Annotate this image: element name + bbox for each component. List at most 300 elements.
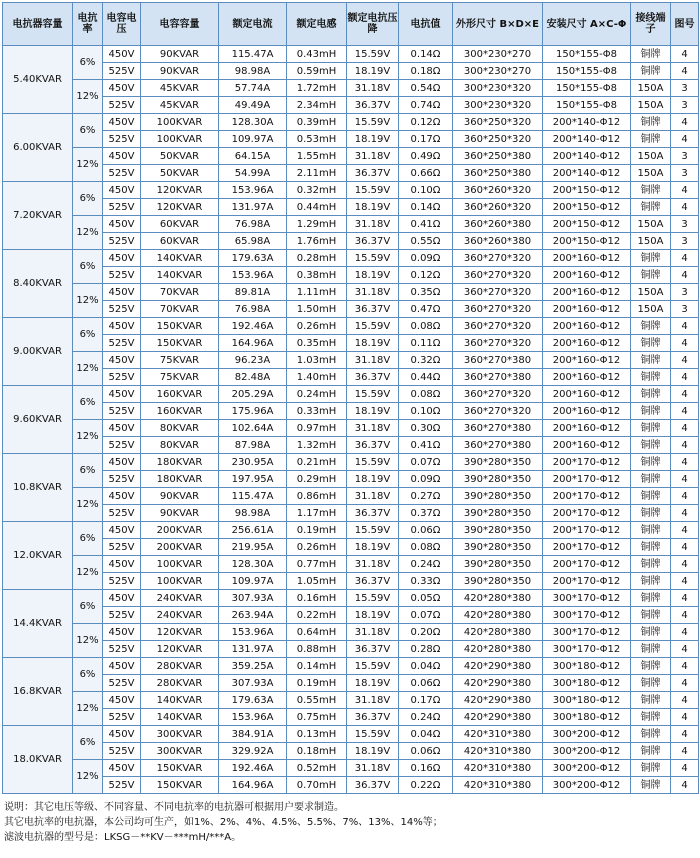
mount-size-cell: 200*140-Φ12 (543, 131, 631, 148)
reactor-capacity-cell: 10.8KVAR (3, 454, 73, 522)
outline-size-cell: 360*260*380 (453, 233, 543, 250)
outline-size-cell: 390*280*350 (453, 556, 543, 573)
table-row (3, 420, 699, 437)
terminal-cell: 铜牌 (631, 641, 671, 658)
rated-inductance-cell: 0.13mH (287, 726, 347, 743)
drawing-no-cell: 4 (671, 63, 699, 80)
note-line: 说明：其它电压等级、不同容量、不同电抗率的电抗器可根据用户要求制造。 (4, 802, 344, 813)
table-row (3, 318, 699, 335)
cap-voltage-cell: 525V (103, 539, 141, 556)
header-voltage-drop: 额定电抗压降 (347, 3, 399, 46)
header-capacity: 电抗器容量 (3, 3, 73, 46)
mount-size-cell: 200*170-Φ12 (543, 539, 631, 556)
drawing-no-cell: 4 (671, 641, 699, 658)
table-row (3, 131, 699, 148)
cap-voltage-cell: 525V (103, 301, 141, 318)
outline-size-cell: 300*230*320 (453, 97, 543, 114)
table-row (3, 148, 699, 165)
terminal-cell: 铜牌 (631, 267, 671, 284)
outline-size-cell: 390*280*350 (453, 505, 543, 522)
terminal-cell: 铜牌 (631, 692, 671, 709)
outline-size-cell: 300*230*270 (453, 46, 543, 63)
voltage-drop-cell: 15.59V (347, 454, 399, 471)
rated-inductance-cell: 0.70mH (287, 777, 347, 794)
cap-voltage-cell: 450V (103, 624, 141, 641)
reactance-cell: 0.17Ω (399, 131, 453, 148)
reactance-cell: 0.41Ω (399, 216, 453, 233)
mount-size-cell: 200*160-Φ12 (543, 420, 631, 437)
terminal-cell: 150A (631, 284, 671, 301)
reactance-rate-cell: 6% (73, 726, 103, 760)
table-row (3, 46, 699, 63)
cap-capacity-cell: 120KVAR (141, 641, 219, 658)
table-row (3, 624, 699, 641)
table-row (3, 471, 699, 488)
cap-capacity-cell: 60KVAR (141, 216, 219, 233)
header-reactance: 电抗值 (399, 3, 453, 46)
reactance-cell: 0.22Ω (399, 777, 453, 794)
mount-size-cell: 150*155-Φ8 (543, 63, 631, 80)
mount-size-cell: 300*170-Φ12 (543, 607, 631, 624)
outline-size-cell: 390*280*350 (453, 522, 543, 539)
rated-inductance-cell: 0.21mH (287, 454, 347, 471)
header-rated-inductance: 额定电感 (287, 3, 347, 46)
reactance-cell: 0.33Ω (399, 573, 453, 590)
reactance-cell: 0.07Ω (399, 607, 453, 624)
drawing-no-cell: 4 (671, 369, 699, 386)
reactor-spec-table (2, 2, 699, 794)
mount-size-cell: 300*170-Φ12 (543, 641, 631, 658)
cap-capacity-cell: 150KVAR (141, 335, 219, 352)
outline-size-cell: 420*290*380 (453, 675, 543, 692)
voltage-drop-cell: 18.19V (347, 539, 399, 556)
drawing-no-cell: 4 (671, 709, 699, 726)
cap-voltage-cell: 525V (103, 777, 141, 794)
cap-voltage-cell: 450V (103, 556, 141, 573)
cap-voltage-cell: 450V (103, 420, 141, 437)
table-row (3, 760, 699, 777)
cap-voltage-cell: 525V (103, 471, 141, 488)
voltage-drop-cell: 36.37V (347, 369, 399, 386)
voltage-drop-cell: 36.37V (347, 709, 399, 726)
cap-capacity-cell: 200KVAR (141, 539, 219, 556)
drawing-no-cell: 4 (671, 488, 699, 505)
cap-capacity-cell: 180KVAR (141, 454, 219, 471)
table-row (3, 709, 699, 726)
rated-inductance-cell: 0.26mH (287, 318, 347, 335)
terminal-cell: 铜牌 (631, 624, 671, 641)
drawing-no-cell: 3 (671, 97, 699, 114)
terminal-cell: 铜牌 (631, 777, 671, 794)
terminal-cell: 铜牌 (631, 114, 671, 131)
rated-current-cell: 57.74A (219, 80, 287, 97)
mount-size-cell: 300*200-Φ12 (543, 760, 631, 777)
drawing-no-cell: 4 (671, 471, 699, 488)
reactor-capacity-cell: 14.4KVAR (3, 590, 73, 658)
header-outline-size: 外形尺寸 B×D×E (453, 3, 543, 46)
cap-voltage-cell: 525V (103, 131, 141, 148)
rated-current-cell: 197.95A (219, 471, 287, 488)
table-row (3, 165, 699, 182)
reactance-cell: 0.28Ω (399, 641, 453, 658)
terminal-cell: 铜牌 (631, 437, 671, 454)
drawing-no-cell: 4 (671, 505, 699, 522)
cap-voltage-cell: 450V (103, 216, 141, 233)
table-row (3, 80, 699, 97)
table-row (3, 352, 699, 369)
rated-current-cell: 219.95A (219, 539, 287, 556)
voltage-drop-cell: 36.37V (347, 505, 399, 522)
mount-size-cell: 200*160-Φ12 (543, 301, 631, 318)
voltage-drop-cell: 15.59V (347, 250, 399, 267)
drawing-no-cell: 3 (671, 233, 699, 250)
cap-capacity-cell: 150KVAR (141, 318, 219, 335)
header-terminal: 接线端子 (631, 3, 671, 46)
mount-size-cell: 200*150-Φ12 (543, 233, 631, 250)
cap-voltage-cell: 525V (103, 573, 141, 590)
header-cap-voltage: 电容电压 (103, 3, 141, 46)
terminal-cell: 150A (631, 301, 671, 318)
terminal-cell: 铜牌 (631, 420, 671, 437)
rated-current-cell: 109.97A (219, 131, 287, 148)
header-mount-size: 安装尺寸 A×C-Φ (543, 3, 631, 46)
mount-size-cell: 200*170-Φ12 (543, 488, 631, 505)
rated-inductance-cell: 0.28mH (287, 250, 347, 267)
cap-voltage-cell: 450V (103, 386, 141, 403)
voltage-drop-cell: 31.18V (347, 148, 399, 165)
header-drawing-no: 图号 (671, 3, 699, 46)
reactance-rate-cell: 12% (73, 284, 103, 318)
reactance-cell: 0.41Ω (399, 437, 453, 454)
voltage-drop-cell: 18.19V (347, 675, 399, 692)
rated-current-cell: 128.30A (219, 114, 287, 131)
outline-size-cell: 360*250*320 (453, 114, 543, 131)
rated-current-cell: 96.23A (219, 352, 287, 369)
terminal-cell: 150A (631, 80, 671, 97)
cap-voltage-cell: 525V (103, 369, 141, 386)
mount-size-cell: 200*160-Φ12 (543, 403, 631, 420)
outline-size-cell: 360*270*380 (453, 420, 543, 437)
reactor-capacity-cell: 5.40KVAR (3, 46, 73, 114)
reactance-rate-cell: 12% (73, 420, 103, 454)
terminal-cell: 铜牌 (631, 182, 671, 199)
cap-capacity-cell: 140KVAR (141, 709, 219, 726)
cap-voltage-cell: 525V (103, 97, 141, 114)
reactance-rate-cell: 12% (73, 760, 103, 794)
table-row (3, 97, 699, 114)
table-row (3, 539, 699, 556)
reactance-rate-cell: 6% (73, 522, 103, 556)
terminal-cell: 铜牌 (631, 590, 671, 607)
drawing-no-cell: 4 (671, 420, 699, 437)
reactance-rate-cell: 6% (73, 386, 103, 420)
reactance-cell: 0.27Ω (399, 488, 453, 505)
table-row (3, 437, 699, 454)
terminal-cell: 铜牌 (631, 743, 671, 760)
rated-current-cell: 256.61A (219, 522, 287, 539)
drawing-no-cell: 4 (671, 131, 699, 148)
drawing-no-cell: 4 (671, 675, 699, 692)
mount-size-cell: 200*150-Φ12 (543, 216, 631, 233)
voltage-drop-cell: 15.59V (347, 318, 399, 335)
outline-size-cell: 360*250*380 (453, 165, 543, 182)
outline-size-cell: 360*270*320 (453, 267, 543, 284)
drawing-no-cell: 4 (671, 692, 699, 709)
voltage-drop-cell: 15.59V (347, 522, 399, 539)
rated-inductance-cell: 0.55mH (287, 692, 347, 709)
table-row (3, 114, 699, 131)
cap-capacity-cell: 80KVAR (141, 437, 219, 454)
terminal-cell: 铜牌 (631, 556, 671, 573)
reactance-rate-cell: 6% (73, 658, 103, 692)
mount-size-cell: 200*170-Φ12 (543, 556, 631, 573)
outline-size-cell: 360*270*320 (453, 318, 543, 335)
rated-current-cell: 307.93A (219, 675, 287, 692)
table-row (3, 658, 699, 675)
reactance-cell: 0.08Ω (399, 539, 453, 556)
table-row (3, 607, 699, 624)
rated-inductance-cell: 0.97mH (287, 420, 347, 437)
reactor-capacity-cell: 12.0KVAR (3, 522, 73, 590)
mount-size-cell: 200*150-Φ12 (543, 199, 631, 216)
outline-size-cell: 420*310*380 (453, 760, 543, 777)
reactor-capacity-cell: 18.0KVAR (3, 726, 73, 794)
rated-inductance-cell: 1.40mH (287, 369, 347, 386)
cap-capacity-cell: 90KVAR (141, 46, 219, 63)
cap-capacity-cell: 70KVAR (141, 284, 219, 301)
cap-voltage-cell: 525V (103, 199, 141, 216)
table-row (3, 216, 699, 233)
reactance-cell: 0.44Ω (399, 369, 453, 386)
cap-capacity-cell: 120KVAR (141, 624, 219, 641)
mount-size-cell: 150*155-Φ8 (543, 80, 631, 97)
reactance-rate-cell: 12% (73, 488, 103, 522)
table-row (3, 267, 699, 284)
reactor-capacity-cell: 6.00KVAR (3, 114, 73, 182)
voltage-drop-cell: 36.37V (347, 437, 399, 454)
outline-size-cell: 300*230*270 (453, 63, 543, 80)
reactance-cell: 0.06Ω (399, 675, 453, 692)
rated-inductance-cell: 0.52mH (287, 760, 347, 777)
mount-size-cell: 300*180-Φ12 (543, 692, 631, 709)
reactance-cell: 0.08Ω (399, 318, 453, 335)
mount-size-cell: 200*160-Φ12 (543, 284, 631, 301)
voltage-drop-cell: 18.19V (347, 131, 399, 148)
drawing-no-cell: 4 (671, 199, 699, 216)
rated-inductance-cell: 0.35mH (287, 335, 347, 352)
cap-voltage-cell: 450V (103, 114, 141, 131)
voltage-drop-cell: 36.37V (347, 301, 399, 318)
cap-voltage-cell: 450V (103, 658, 141, 675)
terminal-cell: 铜牌 (631, 335, 671, 352)
mount-size-cell: 200*160-Φ12 (543, 369, 631, 386)
cap-capacity-cell: 100KVAR (141, 131, 219, 148)
reactance-cell: 0.18Ω (399, 63, 453, 80)
rated-inductance-cell: 0.22mH (287, 607, 347, 624)
table-row (3, 284, 699, 301)
rated-current-cell: 87.98A (219, 437, 287, 454)
rated-current-cell: 263.94A (219, 607, 287, 624)
table-row (3, 335, 699, 352)
reactance-rate-cell: 6% (73, 46, 103, 80)
outline-size-cell: 360*270*320 (453, 284, 543, 301)
outline-size-cell: 390*280*350 (453, 454, 543, 471)
rated-inductance-cell: 1.03mH (287, 352, 347, 369)
cap-voltage-cell: 525V (103, 641, 141, 658)
terminal-cell: 铜牌 (631, 607, 671, 624)
mount-size-cell: 200*170-Φ12 (543, 522, 631, 539)
rated-current-cell: 307.93A (219, 590, 287, 607)
table-row (3, 590, 699, 607)
terminal-cell: 铜牌 (631, 522, 671, 539)
cap-capacity-cell: 45KVAR (141, 97, 219, 114)
rated-inductance-cell: 1.29mH (287, 216, 347, 233)
cap-voltage-cell: 525V (103, 607, 141, 624)
rated-inductance-cell: 0.19mH (287, 675, 347, 692)
rated-inductance-cell: 0.14mH (287, 658, 347, 675)
outline-size-cell: 360*250*380 (453, 148, 543, 165)
reactance-cell: 0.06Ω (399, 743, 453, 760)
drawing-no-cell: 4 (671, 403, 699, 420)
mount-size-cell: 300*180-Φ12 (543, 658, 631, 675)
cap-capacity-cell: 50KVAR (141, 148, 219, 165)
outline-size-cell: 420*280*380 (453, 641, 543, 658)
rated-current-cell: 175.96A (219, 403, 287, 420)
header-row (3, 3, 699, 46)
mount-size-cell: 200*160-Φ12 (543, 250, 631, 267)
outline-size-cell: 360*270*380 (453, 437, 543, 454)
reactance-cell: 0.47Ω (399, 301, 453, 318)
terminal-cell: 铜牌 (631, 386, 671, 403)
voltage-drop-cell: 31.18V (347, 352, 399, 369)
cap-capacity-cell: 75KVAR (141, 352, 219, 369)
rated-current-cell: 153.96A (219, 182, 287, 199)
rated-current-cell: 54.99A (219, 165, 287, 182)
rated-current-cell: 98.98A (219, 505, 287, 522)
reactance-cell: 0.09Ω (399, 471, 453, 488)
cap-capacity-cell: 160KVAR (141, 403, 219, 420)
drawing-no-cell: 4 (671, 250, 699, 267)
voltage-drop-cell: 36.37V (347, 573, 399, 590)
table-row (3, 505, 699, 522)
rated-current-cell: 76.98A (219, 216, 287, 233)
reactance-rate-cell: 6% (73, 590, 103, 624)
cap-capacity-cell: 45KVAR (141, 80, 219, 97)
cap-voltage-cell: 525V (103, 743, 141, 760)
cap-capacity-cell: 280KVAR (141, 675, 219, 692)
rated-current-cell: 179.63A (219, 250, 287, 267)
rated-inductance-cell: 1.72mH (287, 80, 347, 97)
reactance-rate-cell: 12% (73, 624, 103, 658)
reactor-capacity-cell: 9.00KVAR (3, 318, 73, 386)
outline-size-cell: 420*290*380 (453, 709, 543, 726)
mount-size-cell: 300*200-Φ12 (543, 743, 631, 760)
rated-inductance-cell: 0.32mH (287, 182, 347, 199)
rated-current-cell: 76.98A (219, 301, 287, 318)
cap-capacity-cell: 100KVAR (141, 114, 219, 131)
outline-size-cell: 420*280*380 (453, 590, 543, 607)
reactance-cell: 0.12Ω (399, 267, 453, 284)
terminal-cell: 铜牌 (631, 403, 671, 420)
reactance-cell: 0.30Ω (399, 420, 453, 437)
cap-capacity-cell: 140KVAR (141, 250, 219, 267)
rated-inductance-cell: 1.55mH (287, 148, 347, 165)
reactance-cell: 0.14Ω (399, 46, 453, 63)
reactance-rate-cell: 6% (73, 454, 103, 488)
drawing-no-cell: 3 (671, 148, 699, 165)
mount-size-cell: 150*155-Φ8 (543, 46, 631, 63)
drawing-no-cell: 4 (671, 114, 699, 131)
cap-capacity-cell: 150KVAR (141, 777, 219, 794)
rated-inductance-cell: 0.86mH (287, 488, 347, 505)
rated-inductance-cell: 0.33mH (287, 403, 347, 420)
cap-voltage-cell: 525V (103, 437, 141, 454)
drawing-no-cell: 4 (671, 624, 699, 641)
reactance-cell: 0.04Ω (399, 726, 453, 743)
terminal-cell: 铜牌 (631, 539, 671, 556)
outline-size-cell: 300*230*320 (453, 80, 543, 97)
outline-size-cell: 360*260*320 (453, 182, 543, 199)
voltage-drop-cell: 31.18V (347, 488, 399, 505)
cap-voltage-cell: 450V (103, 182, 141, 199)
table-row (3, 777, 699, 794)
rated-inductance-cell: 0.53mH (287, 131, 347, 148)
voltage-drop-cell: 15.59V (347, 726, 399, 743)
cap-capacity-cell: 120KVAR (141, 199, 219, 216)
drawing-no-cell: 4 (671, 386, 699, 403)
notes (4, 800, 696, 845)
voltage-drop-cell: 36.37V (347, 641, 399, 658)
outline-size-cell: 360*270*320 (453, 335, 543, 352)
outline-size-cell: 420*280*380 (453, 607, 543, 624)
voltage-drop-cell: 31.18V (347, 760, 399, 777)
mount-size-cell: 200*160-Φ12 (543, 335, 631, 352)
mount-size-cell: 200*160-Φ12 (543, 267, 631, 284)
outline-size-cell: 360*260*380 (453, 216, 543, 233)
cap-capacity-cell: 300KVAR (141, 743, 219, 760)
note-line: 其它电抗率的电抗器，本公司均可生产，如1%、2%、4%、4.5%、5.5%、7%、13%、14%等； (4, 817, 443, 828)
reactance-cell: 0.10Ω (399, 182, 453, 199)
reactance-cell: 0.08Ω (399, 386, 453, 403)
drawing-no-cell: 4 (671, 454, 699, 471)
rated-current-cell: 64.15A (219, 148, 287, 165)
cap-voltage-cell: 525V (103, 675, 141, 692)
cap-voltage-cell: 450V (103, 454, 141, 471)
drawing-no-cell: 4 (671, 522, 699, 539)
reactance-cell: 0.35Ω (399, 284, 453, 301)
rated-inductance-cell: 1.17mH (287, 505, 347, 522)
cap-capacity-cell: 100KVAR (141, 573, 219, 590)
reactor-capacity-cell: 7.20KVAR (3, 182, 73, 250)
rated-current-cell: 329.92A (219, 743, 287, 760)
drawing-no-cell: 3 (671, 284, 699, 301)
terminal-cell: 铜牌 (631, 250, 671, 267)
voltage-drop-cell: 36.37V (347, 233, 399, 250)
reactance-cell: 0.24Ω (399, 556, 453, 573)
voltage-drop-cell: 15.59V (347, 658, 399, 675)
rated-current-cell: 164.96A (219, 777, 287, 794)
mount-size-cell: 200*150-Φ12 (543, 182, 631, 199)
drawing-no-cell: 3 (671, 80, 699, 97)
outline-size-cell: 390*280*350 (453, 539, 543, 556)
voltage-drop-cell: 15.59V (347, 590, 399, 607)
rated-current-cell: 115.47A (219, 46, 287, 63)
outline-size-cell: 420*290*380 (453, 658, 543, 675)
voltage-drop-cell: 18.19V (347, 607, 399, 624)
mount-size-cell: 200*160-Φ12 (543, 318, 631, 335)
terminal-cell: 150A (631, 233, 671, 250)
terminal-cell: 铜牌 (631, 726, 671, 743)
